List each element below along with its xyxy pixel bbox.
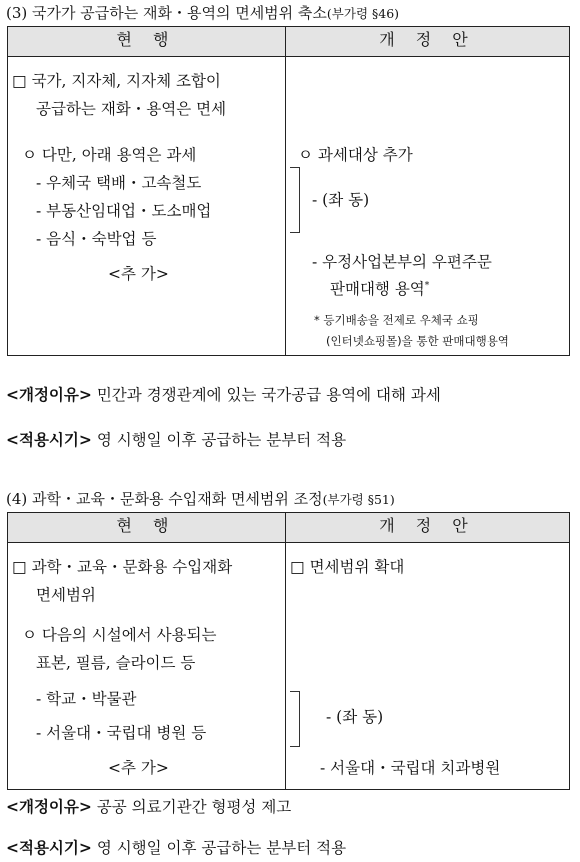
s4-current-line3: ㅇ 다음의 시설에서 사용되는 [22, 626, 217, 644]
section3-revised-cell [286, 57, 570, 356]
s3-reason [6, 383, 441, 405]
section3-ref: (부가령 §46) [326, 6, 400, 21]
section3-table [7, 26, 570, 356]
section3-current-cell [8, 57, 286, 356]
section4-ref: (부가령 §51) [322, 492, 395, 507]
section3-header-revised: 개 정 안 [286, 27, 570, 57]
s4-current-line1: □ 과학・교육・문화용 수입재화 [12, 558, 233, 576]
s3-revised-line4-text: 판매대행 용역 [330, 280, 425, 298]
section3-title [6, 2, 399, 23]
s3-current-line3: ㅇ 다만, 아래 용역은 과세 [22, 146, 197, 164]
section4-title-text: (4) 과학・교육・문화용 수입재화 면세범위 조정 [6, 490, 323, 508]
s4-reason-label: <개정이유> [6, 797, 92, 816]
section4-header-current: 현 행 [8, 513, 286, 543]
s3-reason-text: 민간과 경쟁관계에 있는 국가공급 용역에 대해 과세 [96, 386, 441, 404]
s3-timing-label: <적용시기> [6, 430, 92, 449]
section4-table [7, 512, 570, 790]
s3-current-line2: 공급하는 재화・용역은 면세 [36, 100, 227, 118]
s4-current-line7: <추 가> [108, 759, 169, 777]
s4-current-line4: 표본, 필름, 슬라이드 등 [36, 654, 196, 672]
s3-note1: * 등기배송을 전제로 우체국 쇼핑 [314, 313, 479, 327]
s4-reason-text: 공공 의료기관간 형평성 제고 [96, 798, 292, 816]
s4-timing [6, 836, 346, 858]
s4-reason [6, 795, 291, 817]
s3-revised-line3: - 우정사업본부의 우편주문 [312, 253, 492, 271]
s3-revised-line4-sup: * [424, 280, 430, 291]
section3-header-current: 현 행 [8, 27, 286, 57]
s3-revised-line1: ㅇ 과세대상 추가 [298, 146, 413, 164]
s4-timing-label: <적용시기> [6, 838, 92, 857]
s3-reason-label: <개정이유> [6, 385, 92, 404]
section4-current-cell [8, 543, 286, 790]
section4-header-revised: 개 정 안 [286, 513, 570, 543]
s3-current-line7: <추 가> [108, 265, 169, 283]
section3-title-text: (3) 국가가 공급하는 재화・용역의 면세범위 축소 [6, 4, 327, 22]
s4-revised-line2: - (좌 동) [326, 708, 384, 726]
s3-current-line6: - 음식・숙박업 등 [36, 230, 157, 248]
s3-timing-text: 영 시행일 이후 공급하는 분부터 적용 [96, 431, 347, 449]
s4-revised-line3: - 서울대・국립대 치과병원 [320, 759, 501, 777]
s4-bracket [290, 691, 300, 747]
s4-revised-line1: □ 면세범위 확대 [290, 558, 405, 576]
s3-current-line1: □ 국가, 지자체, 지자체 조합이 [12, 72, 221, 90]
s4-current-line2: 면세범위 [36, 586, 96, 604]
section4-title [6, 488, 395, 509]
s4-current-line6: - 서울대・국립대 병원 등 [36, 724, 207, 742]
s3-current-line5: - 부동산임대업・도소매업 [36, 202, 212, 220]
s3-revised-line2: - (좌 동) [312, 191, 370, 209]
s3-timing [6, 428, 346, 450]
s3-bracket [290, 167, 300, 233]
section4-revised-cell [286, 543, 570, 790]
s3-revised-line4 [330, 277, 429, 299]
s3-note2: (인터넷쇼핑몰)을 통한 판매대행용역 [326, 334, 509, 348]
s3-current-line4: - 우체국 택배・고속철도 [36, 174, 202, 192]
s4-timing-text: 영 시행일 이후 공급하는 분부터 적용 [96, 839, 347, 857]
s4-current-line5: - 학교・박물관 [36, 690, 137, 708]
